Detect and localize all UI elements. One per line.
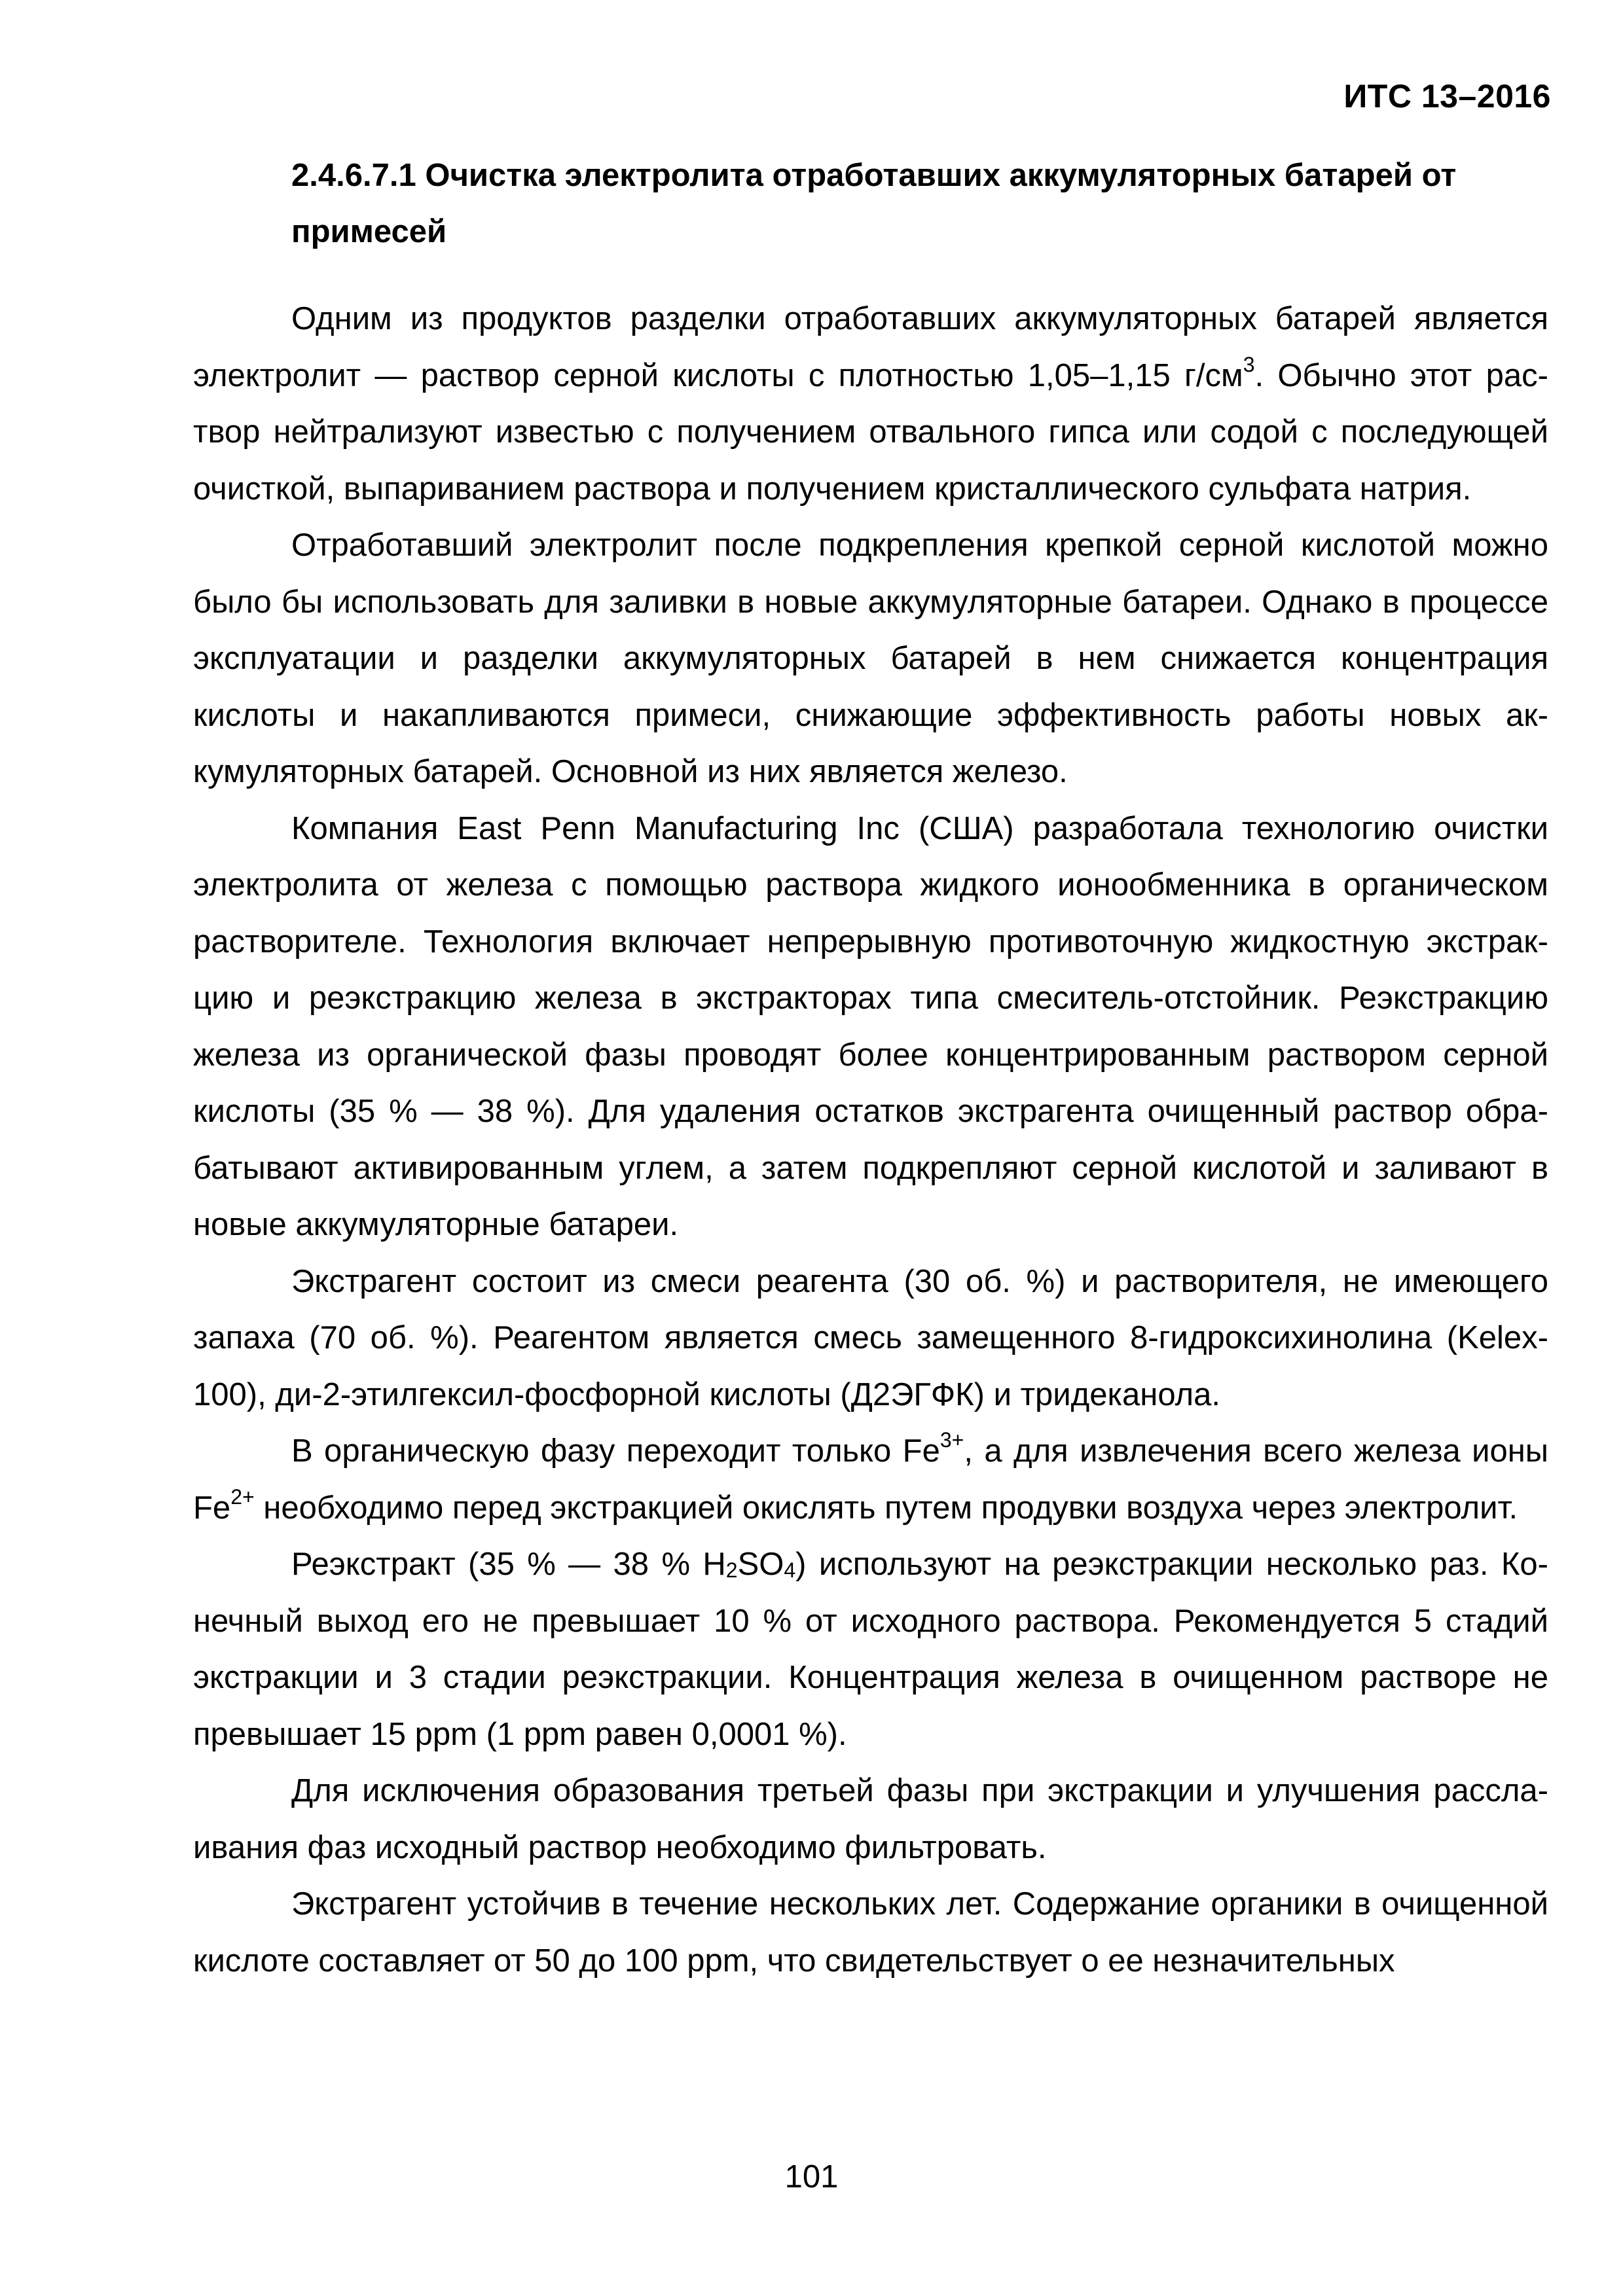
paragraph-text: необходимо перед экстракцией окислять путем продувки воздуха через электролит. <box>254 1490 1518 1526</box>
paragraph-electrolyte-intro <box>193 291 1548 517</box>
superscript: 3 <box>1243 352 1255 376</box>
subscript: 4 <box>784 1558 796 1582</box>
paragraph-filtration: Для исключения образования третьей фазы при экстракции и улучшения расслаивания фаз исходный раствор необходимо фильтровать. <box>193 1773 1548 1865</box>
paragraph-reextract <box>193 1536 1548 1763</box>
superscript: 2+ <box>230 1484 255 1509</box>
paragraph-text: . Обычно этот раствор нейтрализуют известью с получением отвального гипса или содой с последующей очисткой, выпариванием раствора и получением кристаллического сульфата натрия. <box>193 357 1548 507</box>
body-text <box>193 291 1548 1989</box>
paragraph-text: Одним из продуктов разделки отработавших аккумуляторных батарей является электролит — раствор серной кислоты с плотностью 1,05–1,15 г/см <box>193 301 1548 393</box>
paragraph-text: , а для извлечения всего железа ионы Fe <box>193 1433 1548 1526</box>
subscript: 2 <box>725 1558 738 1582</box>
paragraph-text: SO <box>737 1547 784 1582</box>
document-code-header: ИТС 13–2016 <box>1343 78 1551 115</box>
page-number: 101 <box>784 2159 839 2195</box>
paragraph-extractant-stability: Экстрагент устойчив в течение нескольких лет. Содержание органики в очищенной кислоте составляет от 50 до 100 ppm, что свидетельствует о ее незначительных <box>193 1886 1548 1979</box>
paragraph-text: Реэкстракт (35 % — 38 % H <box>291 1547 726 1582</box>
paragraph-text: ) используют на реэкстракции несколько раз. Конечный выход его не превышает 10 % от исходного раствора. Рекомендуется 5 стадий экстракции и 3 стадии реэкстракции. Концентрация железа в очищенном растворе не превышает 15 ppm (1 ppm равен 0,0001 %). <box>193 1547 1548 1752</box>
paragraph-reuse: Отработавший электролит после подкрепления крепкой серной кислотой можно было бы использовать для заливки в новые аккумуляторные батареи. Однако в процессе эксплуатации и разделки аккумуляторных батарей в нем снижается концентрация кислоты и накапливаются примеси, снижающие эффективность работы новых аккумуляторных батарей. Основной из них является железо. <box>193 528 1548 789</box>
superscript: 3+ <box>939 1428 964 1452</box>
paragraph-text: В органическую фазу переходит только Fe <box>291 1433 940 1469</box>
paragraph-extractant-composition: Экстрагент состоит из смеси реагента (30 об. %) и растворителя, не имеющего запаха (70 об. %). Реагентом является смесь замещенного 8-гидроксихинолина (Kelex-100), ди-2-этилгексил-фосфорной кислоты (Д2ЭГФК) и тридеканола. <box>193 1263 1548 1412</box>
section-heading: 2.4.6.7.1 Очистка электролита отработавших аккумуляторных батарей от примесей <box>291 158 1457 249</box>
paragraph-east-penn-technology: Компания East Penn Manufacturing Inc (США) разработала технологию очистки электролита от железа с помощью раствора жидкого ионообменника в органическом растворителе. Технология включает непрерывную противоточную жидкостную экстракцию и реэкстракцию железа в экстракторах типа смеситель-отстойник. Реэкстракцию железа из органической фазы проводят более концентрированным раствором серной кислоты (35 % — 38 %). Для удаления остатков экстрагента очищенный раствор обрабатывают активированным углем, а затем подкрепляют серной кислотой и заливают в новые аккумуляторные батареи. <box>193 810 1548 1242</box>
paragraph-iron-oxidation <box>193 1423 1548 1536</box>
